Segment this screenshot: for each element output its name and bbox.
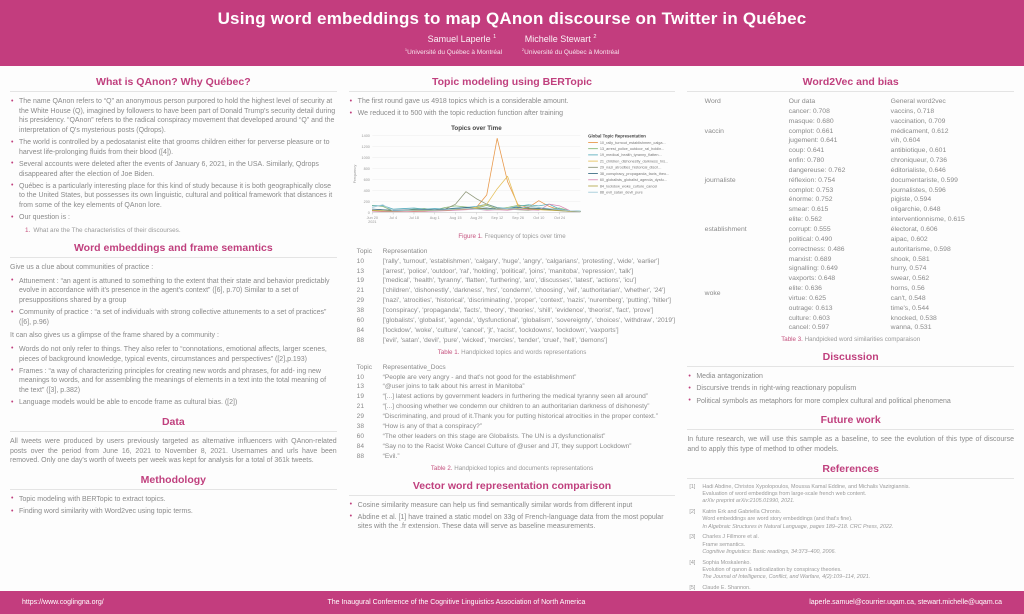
figure-caption-text: Frequency of topics over time bbox=[482, 232, 566, 240]
svg-text:Jun 20: Jun 20 bbox=[366, 215, 378, 220]
bullet-item: • Attunement : “an agent is attuned to something to the extent that their state and behavior predictably evolve in accordance with it's presence in the agent's context” ([6], p.70) Similar to a set of presuppositions shared by a group bbox=[10, 277, 337, 306]
topic-representation-table bbox=[357, 247, 676, 346]
our-data-value: correctness: 0.486 bbox=[788, 245, 845, 253]
topic-docs-table bbox=[357, 363, 676, 462]
author-sup: 1 bbox=[493, 34, 497, 40]
table-row bbox=[357, 326, 676, 336]
general-value: autoritarisme, 0.598 bbox=[890, 245, 951, 253]
embeddings-intro: Give us a clue about communities of practice : bbox=[10, 263, 154, 271]
group-word: establishment bbox=[704, 225, 747, 233]
figure-caption-label: Figure 1. bbox=[458, 232, 483, 240]
topic-id: 38 bbox=[356, 423, 365, 430]
bullet-item: • Several accounts were deleted after the events of January 6, 2021, in the USA. Similarly, Qdrops disappeared after the election of Joe Biden. bbox=[10, 160, 337, 179]
topic-representation: ['nazi', 'atrocities', 'historical', 'discriminating', 'proper', 'context', 'nazis', 'nuremberg', 'putting', 'hitler'] bbox=[382, 297, 671, 305]
reference-title: Word embeddings are word story embeddings (and that's fine). bbox=[702, 516, 853, 523]
table-caption bbox=[349, 465, 676, 472]
table-row bbox=[789, 205, 997, 215]
affiliation-sup: 2 bbox=[521, 47, 525, 52]
affiliations bbox=[0, 47, 1024, 56]
reference-body bbox=[702, 560, 870, 582]
reference-number: [1] bbox=[689, 483, 696, 490]
table-row bbox=[789, 176, 997, 186]
topic-id: 10 bbox=[356, 373, 365, 381]
item-text: What are the The characteristics of their discourses. bbox=[33, 226, 181, 234]
line-chart bbox=[349, 123, 676, 230]
table-caption bbox=[687, 336, 1014, 343]
topic-representation: ['arrest', 'police', 'outdoor', 'ral', 'holding', 'political', 'joins', 'manitoba', 'repression', 'talk'] bbox=[382, 267, 634, 275]
topic-id: 10 bbox=[356, 257, 365, 265]
table-caption-label: Table 3. bbox=[781, 336, 803, 344]
table-row bbox=[789, 274, 997, 284]
general-value: time's, 0.544 bbox=[890, 304, 929, 312]
table-caption-text: Handpicked topics and documents representations bbox=[452, 464, 594, 472]
table-row bbox=[789, 195, 997, 205]
svg-text:Frequency: Frequency bbox=[351, 164, 357, 184]
reference-authors: Hadi Abdine, Christos Xypolopoulos, Moussa Kamal Eddine, and Michalis Vazirgiannis. bbox=[702, 483, 910, 490]
topic-representation: ['lockdow', 'woke', 'culture', 'cancel', 'jt', 'racist', 'lockdowns', 'lockdown', 'vaxports'] bbox=[382, 326, 619, 334]
general-value: knocked, 0.538 bbox=[890, 314, 937, 322]
general-value: aipac, 0.602 bbox=[890, 235, 928, 243]
our-data-value: outrage: 0.613 bbox=[788, 304, 833, 312]
table-row bbox=[789, 166, 997, 176]
bullet-item: • Political symbols as metaphors for more complex cultural and political phenomena bbox=[687, 397, 1014, 407]
reference-item bbox=[689, 484, 1014, 506]
bullet-item: • Media antagonization bbox=[687, 372, 1014, 382]
bullet-item: • Language models would be able to encode frame as cultural bias. ([2]) bbox=[10, 398, 337, 408]
our-data-value: corrupt: 0.555 bbox=[788, 225, 831, 233]
table-row bbox=[357, 286, 676, 296]
general-value: can't, 0.548 bbox=[890, 294, 926, 302]
topic-doc: “[...] latest actions by government leaders in furthering the medical tyranny seen all around” bbox=[382, 393, 649, 401]
svg-text:Jul 4: Jul 4 bbox=[388, 215, 397, 220]
table-row bbox=[357, 296, 676, 306]
table-row bbox=[789, 136, 997, 146]
our-data-value: virtue: 0.625 bbox=[788, 294, 827, 302]
svg-text:Global Topic Representation: Global Topic Representation bbox=[587, 133, 646, 139]
group-word: journaliste bbox=[704, 176, 736, 184]
topic-id: 84 bbox=[356, 326, 365, 334]
column-header: Word bbox=[704, 98, 721, 105]
topic-id: 38 bbox=[356, 307, 365, 315]
svg-text:1400: 1400 bbox=[361, 133, 370, 138]
bertopic-bullet-list bbox=[349, 97, 676, 119]
svg-text:Sep 26: Sep 26 bbox=[511, 215, 524, 220]
methodology-bullet-list bbox=[10, 495, 337, 517]
bullet-item: • Frames : “a way of characterizing principles for creating new words and phrases, for add- ing new meanings to words, and for assembling the meanings of elements in a text into the total meaning of the text” ([3], p.382) bbox=[10, 367, 337, 396]
svg-text:84_lockdow_woke_culture_cancel: 84_lockdow_woke_culture_cancel bbox=[599, 184, 657, 189]
bullet-item: • Abdine et al. [1] have trained a static model on 33g of French-language data from the most popular sites with the .fr extension. These data will serve as baseline measurements. bbox=[349, 513, 676, 532]
reference-number: [4] bbox=[689, 559, 696, 566]
general-value: éditorialiste, 0.646 bbox=[890, 166, 946, 174]
section-divider bbox=[687, 91, 1014, 92]
reference-authors: Katrin Erk and Gabriella Chronis. bbox=[702, 508, 782, 515]
svg-text:Sep 12: Sep 12 bbox=[490, 215, 503, 220]
section-title-bertopic: Topic modeling using BERTopic bbox=[431, 76, 593, 88]
poster-title: Using word embeddings to map QAnon discourse on Twitter in Québec bbox=[217, 9, 807, 28]
future-work-paragraph: In future research, we will use this sample as a baseline, to see the evolution of this type of discourse and to apply this type of method to other models. bbox=[687, 436, 1015, 453]
reference-body bbox=[702, 534, 836, 556]
general-value: vih, 0.604 bbox=[890, 137, 921, 145]
our-data-value: masque: 0.680 bbox=[788, 117, 834, 125]
general-value: interventionnisme, 0.615 bbox=[890, 216, 965, 224]
general-value: journalistes, 0.596 bbox=[890, 186, 946, 194]
topic-representation: ['conspiracy', 'propaganda', 'facts', 'theory', 'theories', 'shill', 'evidence', 'theorist', 'fact', 'prove'] bbox=[382, 307, 654, 315]
reference-title: Evaluation of word embeddings from large-scale french web content. bbox=[702, 490, 867, 497]
column-header: Topic bbox=[356, 247, 373, 255]
bullet-item: • Discursive trends in right-wing reactionary populism bbox=[687, 384, 1014, 394]
table-row bbox=[357, 382, 676, 392]
topic-id: 84 bbox=[356, 442, 365, 450]
word-group-establishment bbox=[705, 205, 997, 254]
svg-text:88_evil_satan_devil_pure: 88_evil_satan_devil_pure bbox=[599, 190, 643, 195]
topic-representation: ['medical', 'health', 'tyranny', 'flatten', 'furthering', 'aro', 'discusses', 'latest', 'actions', 'icu'] bbox=[382, 277, 637, 285]
table-row bbox=[357, 432, 676, 442]
svg-text:Aug 15: Aug 15 bbox=[449, 215, 462, 220]
our-data-value: enfin: 0.780 bbox=[788, 157, 825, 165]
our-data-value: dangereuse: 0.762 bbox=[788, 166, 846, 174]
svg-text:200: 200 bbox=[363, 199, 370, 204]
reference-title: Frame semantics. bbox=[702, 541, 746, 548]
topic-doc: “The other leaders on this stage are Globalists. The UN is a dysfunctionalist” bbox=[382, 432, 606, 440]
reference-authors: Claude E. Shannon. bbox=[702, 585, 751, 592]
general-value: pigiste, 0.594 bbox=[890, 196, 932, 204]
topic-doc: “Say no to the Racist Woke Cancel Culture of @user and JT, they support Lockdown” bbox=[382, 442, 632, 450]
topic-id: 19 bbox=[356, 393, 365, 401]
table-row bbox=[789, 107, 997, 117]
our-data-value: énorme: 0.752 bbox=[788, 196, 833, 204]
section-title-data: Data bbox=[161, 415, 185, 428]
section-divider bbox=[10, 431, 337, 432]
author-name: Samuel Laperle bbox=[427, 34, 491, 44]
table-caption-label: Table 2. bbox=[430, 464, 453, 472]
bullet-item: • We reduced it to 500 with the topic reduction function after training bbox=[349, 109, 676, 119]
bullet-item: • The first round gave us 4918 topics which is a considerable amount. bbox=[349, 97, 676, 107]
our-data-value: réflexion: 0.754 bbox=[788, 176, 836, 184]
reference-body bbox=[702, 509, 893, 531]
section-divider bbox=[10, 91, 337, 92]
footer-url: https://www.coglingna.org/ bbox=[22, 599, 104, 606]
general-value: chroniqueur, 0.736 bbox=[890, 157, 947, 165]
topics-over-time-chart bbox=[349, 123, 676, 230]
section-title-qanon: What is QAnon? Why Québec? bbox=[96, 76, 251, 88]
topic-id: 88 bbox=[356, 336, 365, 344]
our-data-value: coup: 0.641 bbox=[788, 147, 825, 155]
item-number: 1. bbox=[25, 226, 31, 234]
column-header: General word2vec bbox=[890, 98, 946, 105]
authors bbox=[0, 34, 1024, 44]
footer-conference: The Inaugural Conference of the Cognitive Linguistics Association of North America bbox=[327, 599, 586, 606]
svg-text:Jul 18: Jul 18 bbox=[408, 215, 419, 220]
general-value: vaccins, 0.718 bbox=[890, 107, 935, 115]
table-row bbox=[789, 314, 997, 324]
table-row bbox=[357, 306, 676, 316]
column-header: Representation bbox=[382, 247, 428, 255]
general-value: hurry, 0.574 bbox=[890, 265, 927, 273]
topic-id: 60 bbox=[356, 316, 365, 324]
reference-number: [2] bbox=[689, 508, 696, 515]
reference-authors: Charles J Fillmore et al. bbox=[702, 534, 759, 541]
table-row bbox=[789, 255, 997, 265]
table-row bbox=[789, 304, 997, 314]
table-caption-text: Handpicked word similarities comparaison bbox=[802, 336, 921, 344]
svg-text:Aug 29: Aug 29 bbox=[470, 215, 483, 220]
section-title-embeddings: Word embeddings and frame semantics bbox=[73, 241, 273, 254]
our-data-value: cancel: 0.597 bbox=[788, 324, 830, 332]
bullet-item: • Québec is a particularly interesting place for this kind of study because it is both geographically close to the United States, but possesses its own linguistic, cultural and political framework that distances it from some of the key elements of QAnon lore. bbox=[10, 182, 337, 211]
group-rows bbox=[789, 255, 997, 334]
topic-representation: ['children', 'dishonestly', 'darkness', 'hrs', 'condemn', 'choosing', 'wil', 'authoritarian', 'whether', '24'] bbox=[382, 287, 666, 295]
general-value: électorat, 0.606 bbox=[890, 225, 938, 233]
table-header-row bbox=[357, 247, 676, 257]
table-row bbox=[789, 186, 997, 196]
poster-body bbox=[0, 66, 1024, 591]
topic-id: 60 bbox=[356, 432, 365, 440]
word-similarity-table bbox=[705, 97, 997, 333]
group-word: vaccin bbox=[704, 127, 724, 135]
general-value: wanna, 0.531 bbox=[890, 324, 932, 332]
reference-item bbox=[689, 560, 1014, 582]
reference-authors: Sophia Moskalenko. bbox=[702, 559, 751, 566]
author bbox=[525, 34, 597, 44]
svg-text:60_globalists_globalist_agenda: 60_globalists_globalist_agenda_dysfu... bbox=[599, 177, 667, 182]
reference-title: Evolution of qanon & radicalization by conspiracy theories. bbox=[702, 567, 842, 573]
research-question-item bbox=[10, 227, 337, 234]
table-row bbox=[357, 316, 676, 326]
reference-number: [3] bbox=[689, 534, 696, 541]
bullet-item: • Words do not only refer to things. They also refer to “connotations, emotional affects, larger scenes, pieces of background knowledge, typical events, circumstances and perspectives” ([2],p.193) bbox=[10, 345, 337, 364]
table-header-row bbox=[357, 363, 676, 373]
embeddings-bullet-list-1 bbox=[10, 277, 337, 328]
svg-text:10_rally_turnout_establishmen_: 10_rally_turnout_establishmen_calga... bbox=[599, 140, 666, 145]
our-data-value: jugement: 0.641 bbox=[788, 137, 838, 145]
table-row bbox=[357, 402, 676, 412]
svg-text:21_children_dishonestly_darkne: 21_children_dishonestly_darkness_hrs... bbox=[599, 159, 669, 164]
table-row bbox=[789, 323, 997, 333]
topic-id: 21 bbox=[356, 287, 365, 295]
qanon-bullet-list bbox=[10, 97, 337, 223]
general-value: shook, 0.581 bbox=[890, 255, 930, 263]
general-value: oligarchie, 0.648 bbox=[890, 206, 941, 214]
embeddings-bullet-list-2 bbox=[10, 345, 337, 408]
svg-text:19_medical_health_tyranny_flat: 19_medical_health_tyranny_flatten... bbox=[599, 153, 662, 158]
affiliation bbox=[522, 49, 619, 56]
topic-doc: “Discriminating, and proud of it.Thank you for putting historical atrocities in the proper context.” bbox=[382, 413, 658, 421]
svg-text:0: 0 bbox=[367, 210, 370, 215]
data-paragraph: All tweets were produced by users previously targeted as alternative influencers with QAnon-related posts over the period from June 16, 2021 to November 8, 2021. Usernames and urls have been removed. Only one day's worth of tweets per week was kept for analysis for a total of 361k tweets. bbox=[10, 437, 337, 465]
reference-item bbox=[689, 534, 1014, 556]
affiliation-sup: 1 bbox=[404, 47, 408, 52]
section-title-discussion: Discussion bbox=[822, 351, 879, 364]
table-row bbox=[357, 412, 676, 422]
svg-text:2021: 2021 bbox=[367, 219, 377, 224]
column-header: Our data bbox=[788, 98, 816, 105]
topic-id: 29 bbox=[356, 297, 365, 305]
table-row bbox=[357, 336, 676, 346]
table-row bbox=[789, 146, 997, 156]
reference-venue: Cognitive linguistics: Basic readings, 34:373–400, 2006. bbox=[702, 548, 836, 555]
svg-text:600: 600 bbox=[363, 177, 370, 182]
topic-id: 13 bbox=[356, 383, 365, 391]
topic-id: 21 bbox=[356, 403, 365, 411]
section-divider bbox=[10, 489, 337, 490]
reference-item bbox=[689, 509, 1014, 531]
section-title-vector-comparison: Vector word representation comparison bbox=[412, 479, 612, 492]
table-caption bbox=[349, 349, 676, 356]
affiliation-text: Université du Québec à Montréal bbox=[407, 49, 503, 57]
topic-doc: “How is any of that a conspiracy?” bbox=[382, 423, 482, 430]
author-name: Michelle Stewart bbox=[524, 34, 591, 44]
our-data-value: elite: 0.636 bbox=[788, 285, 822, 293]
column-header: Topic bbox=[356, 363, 373, 371]
svg-text:29_nazi_atrocities_historical_: 29_nazi_atrocities_historical_discri... bbox=[599, 165, 662, 170]
general-value: vaccination, 0.709 bbox=[890, 117, 946, 125]
svg-text:Topics over Time: Topics over Time bbox=[450, 124, 502, 132]
table-row bbox=[789, 117, 997, 127]
bullet-item: • Finding word similarity with Word2vec using topic terms. bbox=[10, 507, 337, 517]
bullet-item: • Community of practice : “a set of individuals with strong collective attunements to a set of practices” ([6], p.96) bbox=[10, 308, 337, 327]
topic-representation: ['rally', 'turnout', 'establishmen', 'calgary', 'huge', 'angry', 'calgarians', 'protesting', 'wide', 'earlier'] bbox=[382, 257, 660, 265]
left-column bbox=[10, 68, 337, 591]
group-rows bbox=[789, 205, 997, 254]
our-data-value: complot: 0.661 bbox=[788, 127, 834, 135]
group-rows bbox=[789, 156, 997, 205]
word-group-vaccin bbox=[705, 107, 997, 156]
bullet-item: • The name QAnon refers to “Q” an anonymous person purpored to hold the highest level of security at the White House (Q), imagined by followers to have been part of Donald Trump's security detail during his presidency. “QAnon” refers to the radical conspiracy movement that developed around “Q” and the interpretation of Q's mysterious posts (Qdrops). bbox=[10, 97, 337, 136]
bullet-item: • Our question is : bbox=[10, 213, 337, 223]
section-title-methodology: Methodology bbox=[140, 473, 206, 486]
our-data-value: complot: 0.753 bbox=[788, 186, 834, 194]
table-row bbox=[357, 257, 676, 267]
word-group-woke bbox=[705, 255, 997, 334]
section-divider bbox=[687, 429, 1014, 430]
section-divider bbox=[10, 257, 337, 258]
topic-doc: “@user joins to talk about his arrest in Manitoba” bbox=[382, 383, 525, 391]
table-row bbox=[789, 245, 997, 255]
section-title-references: References bbox=[822, 462, 879, 475]
right-column bbox=[687, 68, 1014, 591]
embeddings-mid: It can also gives us a glimpse of the frame shared by a community : bbox=[10, 332, 219, 340]
figure-caption bbox=[349, 233, 676, 240]
our-data-value: political: 0.490 bbox=[788, 235, 833, 243]
our-data-value: smear: 0.615 bbox=[788, 206, 829, 214]
bullet-item: • Cosine similarity measure can help us find semantically similar words from different input bbox=[349, 501, 676, 511]
discussion-bullet-list bbox=[687, 372, 1014, 406]
table-row bbox=[357, 373, 676, 383]
topic-doc: “[...] choosing whether we condemn our children to an authoritarian darkness of dishonesty” bbox=[382, 403, 650, 411]
section-divider bbox=[349, 495, 676, 496]
table-row bbox=[789, 215, 997, 225]
general-value: médicament, 0.612 bbox=[890, 127, 949, 135]
poster-footer bbox=[0, 591, 1024, 614]
our-data-value: elite: 0.562 bbox=[788, 216, 822, 224]
table-row bbox=[789, 156, 997, 166]
topic-doc: “Evil.” bbox=[382, 452, 400, 460]
topic-id: 13 bbox=[356, 267, 365, 275]
topic-doc: “People are very angry - and that's not good for the establishment” bbox=[382, 373, 577, 381]
reference-venue: arXiv preprint arXiv:2105.01990, 2021. bbox=[702, 498, 795, 505]
svg-text:Oct 10: Oct 10 bbox=[532, 215, 545, 220]
section-divider bbox=[687, 366, 1014, 367]
affiliation-text: Université du Québec à Montréal bbox=[524, 49, 620, 57]
table-row bbox=[789, 284, 997, 294]
our-data-value: culture: 0.603 bbox=[788, 314, 830, 322]
affiliation bbox=[405, 49, 502, 56]
reference-body bbox=[702, 484, 910, 506]
section-divider bbox=[687, 478, 1014, 479]
table-row bbox=[357, 267, 676, 277]
column-header: Representative_Docs bbox=[382, 363, 446, 371]
svg-text:Oct 24: Oct 24 bbox=[553, 215, 565, 220]
author bbox=[428, 34, 497, 44]
group-word: woke bbox=[704, 289, 721, 297]
our-data-value: signalling: 0.649 bbox=[788, 265, 838, 273]
table-caption-label: Table 1. bbox=[437, 348, 460, 356]
table-row bbox=[789, 294, 997, 304]
table-row bbox=[789, 225, 997, 235]
topic-representation: ['globalists', 'globalist', 'agenda', 'dysfunctional', 'globalism', 'sovereignty', 'choices', 'withdraw', '2019'] bbox=[382, 316, 676, 324]
our-data-value: cancer: 0.708 bbox=[788, 107, 830, 115]
footer-emails: laperle.samuel@courrier.uqam.ca, stewart.michelle@uqam.ca bbox=[809, 599, 1002, 606]
svg-text:400: 400 bbox=[363, 188, 370, 193]
table-row bbox=[789, 127, 997, 137]
topic-representation: ['evil', 'satan', 'devil', 'pure', 'wicked', 'mercies', 'tender', 'cruel', 'hell', 'demons'] bbox=[382, 336, 608, 344]
reference-number: [5] bbox=[689, 585, 696, 592]
svg-text:13_arrest_police_outdoor_ral_h: 13_arrest_police_outdoor_ral_holdin... bbox=[599, 146, 665, 151]
group-rows bbox=[789, 107, 997, 156]
word-group-journaliste bbox=[705, 156, 997, 205]
general-value: swear, 0.562 bbox=[890, 275, 930, 283]
svg-text:38_conspiracy_propaganda_facts: 38_conspiracy_propaganda_facts_theo... bbox=[599, 171, 669, 176]
bullet-item: • The world is controlled by a pedosatanist elite that grooms children either for perverse pleasure or to harvest life-prolonging fluids from their blood ([4]). bbox=[10, 138, 337, 157]
table-row bbox=[789, 264, 997, 274]
table-row bbox=[357, 452, 676, 462]
our-data-value: vaxports: 0.648 bbox=[788, 275, 836, 283]
table-row bbox=[357, 276, 676, 286]
topic-id: 88 bbox=[356, 452, 365, 460]
vector-bullet-list bbox=[349, 501, 676, 532]
bullet-item: • Topic modeling with BERTopic to extract topics. bbox=[10, 495, 337, 505]
table-row bbox=[789, 235, 997, 245]
topic-id: 19 bbox=[356, 277, 365, 285]
general-value: documentariste, 0.599 bbox=[890, 176, 958, 184]
svg-text:Aug 1: Aug 1 bbox=[429, 215, 440, 220]
svg-text:1000: 1000 bbox=[361, 155, 370, 160]
reference-list bbox=[689, 484, 1014, 607]
middle-column bbox=[349, 68, 676, 591]
svg-text:800: 800 bbox=[363, 166, 370, 171]
section-divider bbox=[349, 91, 676, 92]
table-row bbox=[357, 442, 676, 452]
table-row bbox=[357, 422, 676, 432]
table-header-row bbox=[705, 97, 997, 107]
table-caption-text: Handpicked topics and words representations bbox=[459, 348, 587, 356]
reference-venue: In Algebraic Structures in Natural Language, pages 189–218. CRC Press, 2022. bbox=[702, 523, 894, 530]
topic-id: 29 bbox=[356, 413, 365, 421]
svg-text:1200: 1200 bbox=[361, 144, 370, 149]
author-sup: 2 bbox=[593, 34, 597, 40]
section-title-future-work: Future work bbox=[820, 414, 881, 427]
general-value: antibiotique, 0.601 bbox=[890, 147, 947, 155]
reference-venue: The Journal of Intelligence, Conflict, and Warfare, 4(2):109–114, 2021. bbox=[702, 574, 871, 581]
table-row bbox=[357, 392, 676, 402]
poster-header bbox=[0, 0, 1024, 66]
section-title-word2vec: Word2Vec and bias bbox=[802, 76, 899, 88]
general-value: horns, 0.56 bbox=[890, 285, 925, 293]
our-data-value: marxist: 0.689 bbox=[788, 255, 832, 263]
